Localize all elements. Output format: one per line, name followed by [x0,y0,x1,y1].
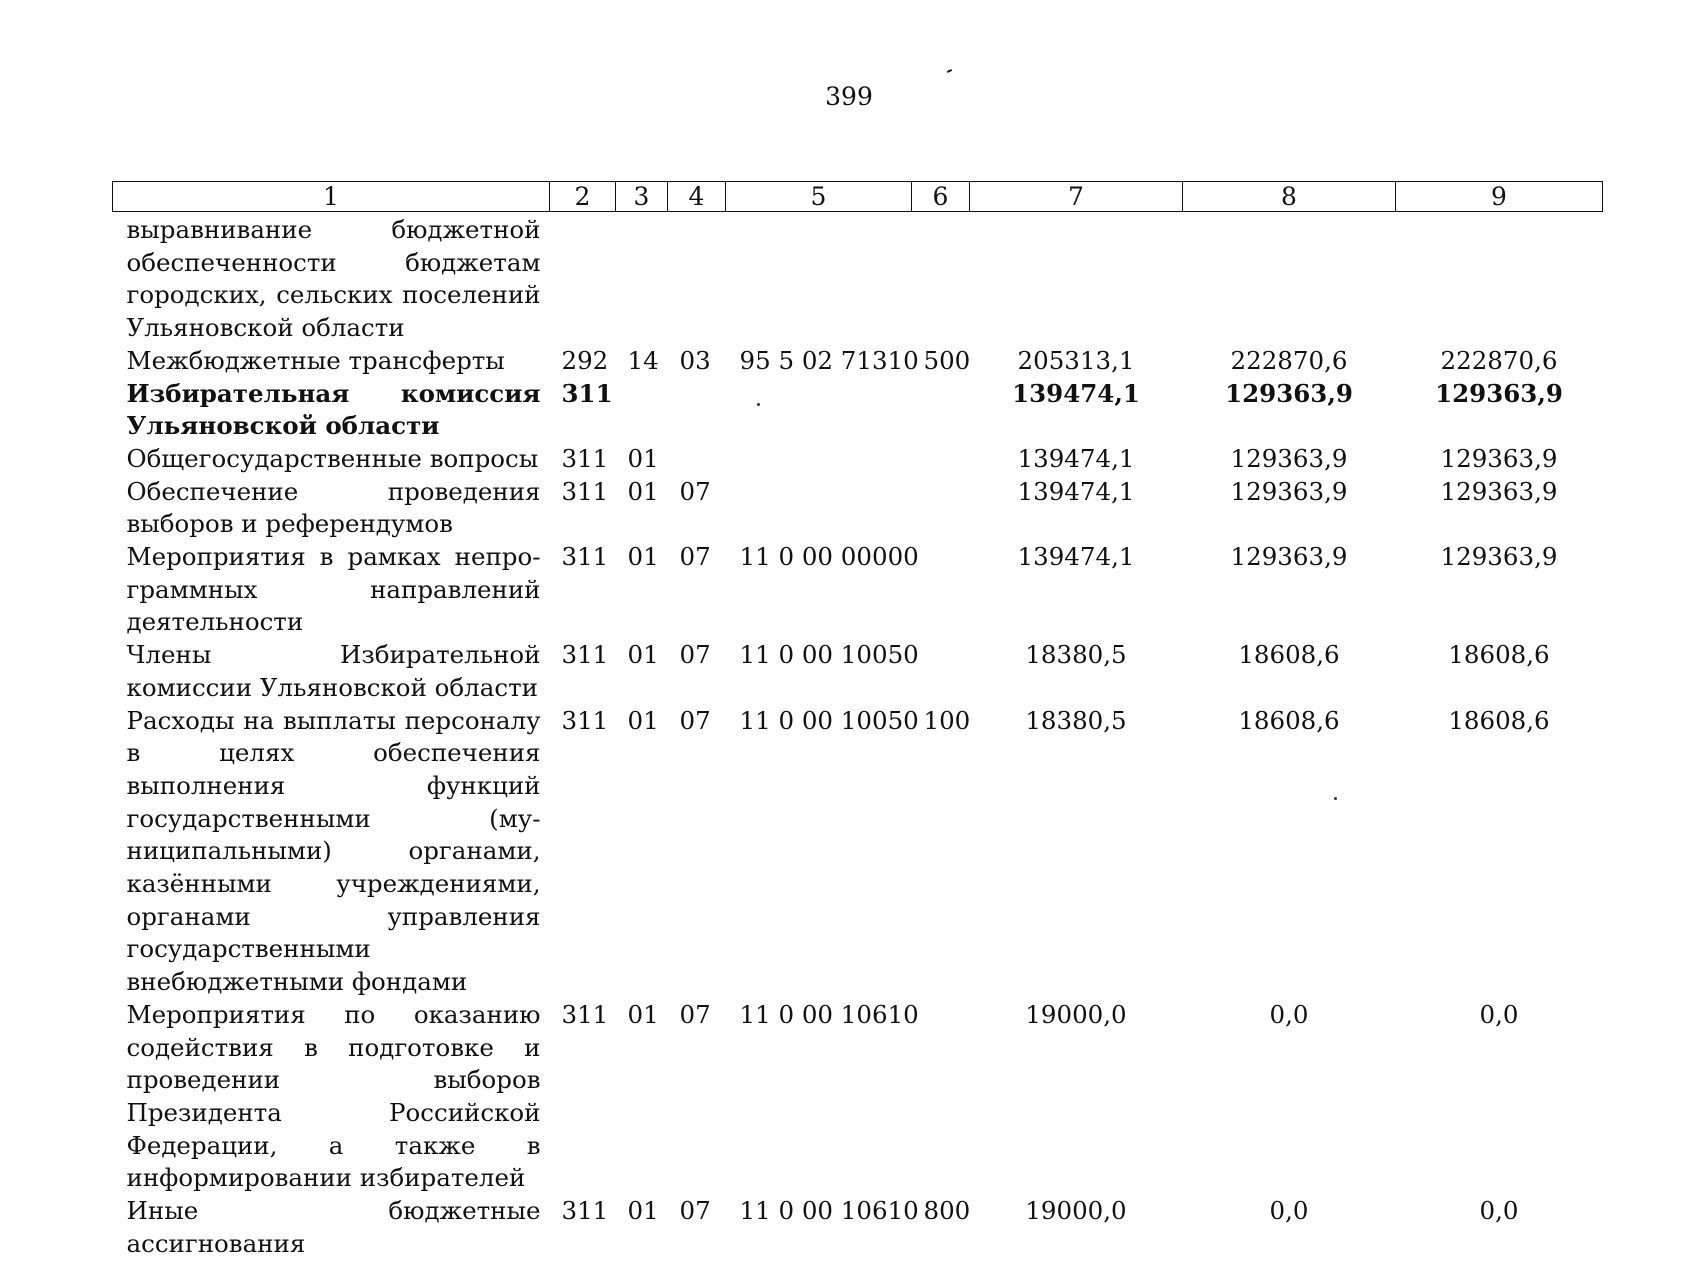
cell-col-3: 01 [627,640,659,670]
cell-col-9: 129363,9 [1435,378,1563,408]
table-body [113,212,1603,1261]
table-row [113,541,1603,639]
cell-col-2: 311 [561,542,609,572]
cell-col-7: 18380,5 [1025,705,1127,735]
cell-col-2: 311 [561,1196,609,1226]
cell-col-6 [912,378,970,443]
cell-col-6: 500 [923,345,971,375]
cell-col-4: 07 [679,1196,711,1226]
row-name: Расходы на выплаты персоналу в целях обеспечения выполнения функций государственными (муниципальными) органами, казёнными учреждениями, органами управления государственными внебюджетными фондами [126,705,541,997]
table-row [113,378,1603,443]
cell-col-3 [616,212,668,345]
header-col-7: 7 [970,182,1183,212]
cell-col-5 [726,212,912,345]
cell-col-5: 11 0 00 10050 [739,640,919,670]
cell-col-5 [726,476,912,541]
cell-col-2: 311 [561,476,609,506]
stray-mark [947,69,952,73]
cell-col-4: 07 [679,640,711,670]
cell-col-5: 11 0 00 10610 [739,999,919,1029]
cell-col-2: 292 [561,345,609,375]
cell-col-2: 311 [561,640,609,670]
cell-col-7: 139474,1 [1017,542,1135,572]
table-row [113,639,1603,704]
cell-col-8: 0,0 [1269,1196,1309,1226]
row-name: Иные бюджетные ассигнования [126,1196,541,1258]
cell-col-8: 129363,9 [1225,378,1353,408]
cell-col-7: 18380,5 [1025,640,1127,670]
cell-col-3: 14 [627,345,659,375]
header-col-2: 2 [550,182,616,212]
cell-col-5 [726,378,912,443]
cell-col-7 [970,212,1183,345]
cell-col-4: 07 [679,999,711,1029]
cell-col-8: 129363,9 [1230,476,1348,506]
cell-col-8: 129363,9 [1230,443,1348,473]
cell-col-3: 01 [627,542,659,572]
table-row [113,476,1603,541]
cell-col-5 [726,443,912,476]
cell-col-3 [616,378,668,443]
cell-col-3: 01 [627,1196,659,1226]
cell-col-6 [912,476,970,541]
cell-col-8: 18608,6 [1238,705,1340,735]
cell-col-4 [668,378,726,443]
cell-col-8: 129363,9 [1230,542,1348,572]
row-name: Мероприятия по оказанию содействия в подготовке и проведении выборов Президента Российской Федерации, а также в информировании избирателей [126,999,541,1193]
cell-col-3: 01 [627,443,659,473]
table-row [113,212,1603,345]
header-col-9: 9 [1396,182,1603,212]
cell-col-9: 129363,9 [1440,476,1558,506]
cell-col-6 [912,639,970,704]
cell-col-9: 18608,6 [1448,640,1550,670]
cell-col-6 [912,999,970,1195]
cell-col-7: 139474,1 [1017,476,1135,506]
cell-col-4: 07 [679,542,711,572]
cell-col-2: 311 [561,443,609,473]
cell-col-9: 129363,9 [1440,443,1558,473]
header-col-3: 3 [616,182,668,212]
header-col-4: 4 [668,182,726,212]
budget-table-container [112,181,1602,1261]
row-name: Межбюджетные трансферты [126,345,505,375]
cell-col-8 [1183,212,1396,345]
cell-col-2: 311 [561,705,609,735]
table-row [113,999,1603,1195]
cell-col-4: 07 [679,705,711,735]
table-row [113,1195,1603,1260]
cell-col-8: 0,0 [1269,999,1309,1029]
header-col-8: 8 [1183,182,1396,212]
cell-col-9: 0,0 [1479,1196,1519,1226]
row-name: Мероприятия в рамках непрограммных направлений деятельности [126,542,541,637]
cell-col-6 [912,443,970,476]
cell-col-4: 07 [679,476,711,506]
header-col-5: 5 [726,182,912,212]
cell-col-7: 19000,0 [1025,999,1127,1029]
cell-col-7: 139474,1 [1012,378,1140,408]
table-row [113,705,1603,999]
row-name: Избирательная комиссия Ульяновской области [126,378,541,441]
cell-col-6 [912,541,970,639]
cell-col-4: 03 [679,345,711,375]
table-row [113,443,1603,476]
cell-col-8: 18608,6 [1238,640,1340,670]
header-col-6: 6 [912,182,970,212]
cell-col-6 [912,212,970,345]
cell-col-4 [668,443,726,476]
row-name: Члены Избирательной комиссии Ульяновской области [126,640,541,702]
row-name: выравнивание бюджетной обеспеченности бюджетам городских, сельских поселений Ульяновской области [126,215,541,343]
row-name: Обеспечение проведения выборов и референдумов [126,476,541,539]
cell-col-9: 0,0 [1479,999,1519,1029]
header-col-1: 1 [113,182,550,212]
cell-col-5: 11 0 00 00000 [739,542,919,572]
cell-col-2: 311 [561,378,613,408]
cell-col-8: 222870,6 [1230,345,1348,375]
cell-col-7: 205313,1 [1017,345,1135,375]
page-number: 399 [825,82,873,111]
cell-col-5: 11 0 00 10610 [739,1196,919,1226]
row-name: Общегосударственные вопросы [126,443,539,473]
cell-col-7: 19000,0 [1025,1196,1127,1226]
cell-col-9: 129363,9 [1440,542,1558,572]
cell-col-3: 01 [627,705,659,735]
cell-col-3: 01 [627,476,659,506]
cell-col-4 [668,212,726,345]
cell-col-6: 800 [923,1196,971,1226]
cell-col-3: 01 [627,999,659,1029]
cell-col-5: 11 0 00 10050 [739,705,919,735]
cell-col-9: 18608,6 [1448,705,1550,735]
cell-col-9 [1396,212,1603,345]
table-header-row [113,182,1603,212]
cell-col-7: 139474,1 [1017,443,1135,473]
cell-col-9: 222870,6 [1440,345,1558,375]
cell-col-2 [550,212,616,345]
cell-col-2: 311 [561,999,609,1029]
table-row [113,345,1603,378]
cell-col-6: 100 [923,705,971,735]
budget-table [112,181,1603,1261]
cell-col-5: 95 5 02 71310 [739,345,919,375]
